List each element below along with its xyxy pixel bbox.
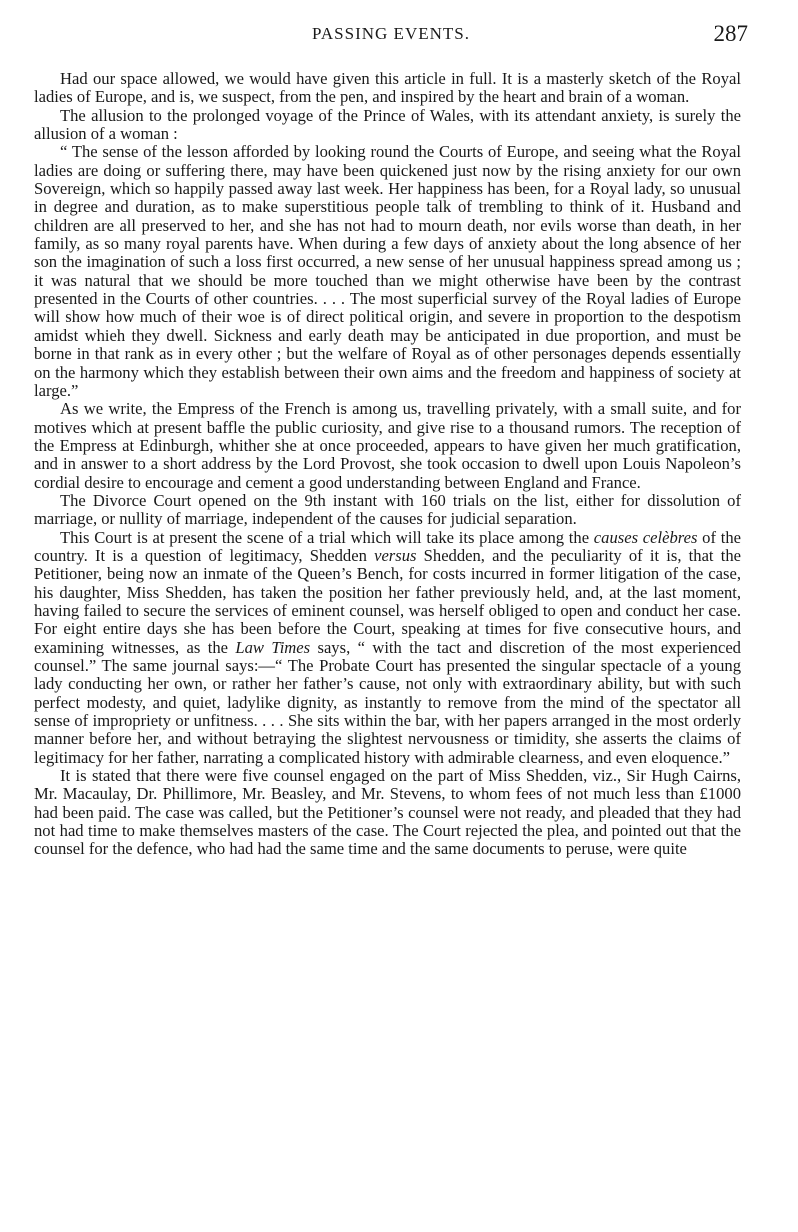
running-head bbox=[34, 21, 748, 54]
paragraph bbox=[34, 767, 741, 859]
article-body bbox=[34, 70, 741, 859]
paragraph bbox=[34, 70, 741, 107]
paragraph-text: “ The sense of the lesson afforded by looking round the Courts of Europe, and seeing what the Royal ladies are doing or suffering there, may have been quickened just now by the rising anxiety for our own Sovereign, which so happily passed away last week. Her happiness has been, for a Royal lady, so unusual in degree and duration, as to make superstitious people talk of trembling to think of it. Husband and children are all preserved to her, and she has not had to mourn death, nor evils worse than death, in her family, as so many royal parents have. When during a few days of anxiety about the long absence of her son the imagination of such a loss first occurred, a new sense of her unusual happiness spread among us ; it was natural that we should be more touched than we might otherwise have been by the contrast presented in the Courts of other countries. . . . The most superficial survey of the Royal ladies of Europe will show how much of their woe is of direct political origin, and severe in proportion to the despotism amidst whieh they dwell. Sickness and early death may be anticipated in due proportion, and must be borne in that rank as in every other ; but the welfare of Royal as of other personages depends essentially on the harmony which they establish between their own aims and the freedom and happiness of society at large.” bbox=[34, 142, 741, 400]
italic-phrase: Law Times bbox=[235, 637, 311, 657]
italic-phrase: versus bbox=[374, 545, 417, 565]
paragraph-text: As we write, the Empress of the French is among us, travelling privately, with a small suite, and for motives which at present baffle the public curiosity, and give rise to a thousand rumors. The reception of the Empress at Edinburgh, whither she at once proceeded, appears to have given her much gratification, and in answer to a short address by the Lord Provost, she took occasion to dwell upon Louis Napoleon’s cordial desire to encourage and cement a good understanding between England and France. bbox=[34, 399, 741, 492]
paragraph-text: says, “ with the tact and discretion of the most experienced counsel.” The same journal says:—“ The Probate Court has presented the singular spectacle of a young lady conducting her own, or rather her father’s cause, not only with extraordinary ability, but with such perfect modesty, and quiet, ladylike dignity, as instantly to remove from the mind of the spectator all sense of impropriety or unfitness. . . . She sits within the bar, with her papers arranged in the most orderly manner before her, and without betraying the slightest nervousness or timidity, she asserts the claims of legitimacy for her father, narrating a complicated history with admirable clearness, and even eloquence.” bbox=[34, 637, 741, 767]
page-number: 287 bbox=[713, 21, 748, 46]
paragraph bbox=[34, 107, 741, 144]
paragraph-text: Had our space allowed, we would have given this article in full. It is a masterly sketch of the Royal ladies of Europe, and is, we suspect, from the pen, and inspired by the heart and brain of a woman. bbox=[34, 69, 741, 107]
italic-phrase: causes celèbres bbox=[593, 527, 698, 547]
running-title: PASSING EVENTS. bbox=[312, 24, 470, 43]
paragraph bbox=[34, 400, 741, 492]
paragraph-text: of the country. It is a question of legitimacy, Shedden bbox=[34, 527, 741, 565]
paragraph bbox=[34, 529, 741, 767]
quoted-paragraph bbox=[34, 143, 741, 400]
paragraph-text: This Court is at present the scene of a trial which will take its place among the bbox=[60, 527, 594, 547]
paragraph-text: It is stated that there were five counsel engaged on the part of Miss Shedden, viz., Sir Hugh Cairns, Mr. Macaulay, Dr. Phillimore, Mr. Beasley, and Mr. Stevens, to whom fees of not much less than £1000 had been paid. The case was called, but the Petitioner’s counsel were not ready, and pleaded that they had not had time to make themselves masters of the case. The Court rejected the plea, and pointed out that the counsel for the defence, who had had the same time and the same documents to peruse, were quite bbox=[34, 766, 741, 859]
paragraph-text: Shedden, and the peculiarity of it is, that the Petitioner, being now an inmate of the Queen’s Bench, for costs incurred in former litigation of the case, his daughter, Miss Shedden, has taken the position her father previously held, and, at the last moment, having failed to secure the services of eminent counsel, was herself obliged to open and conduct her case. For eight entire days she has been before the Court, speaking at times for five consecutive hours, and examining witnesses, as the bbox=[34, 545, 741, 657]
paragraph bbox=[34, 492, 741, 529]
paragraph-text: The Divorce Court opened on the 9th instant with 160 trials on the list, either for dissolution of marriage, or nullity of marriage, independent of the causes for judicial separation. bbox=[34, 490, 741, 529]
paragraph-text: The allusion to the prolonged voyage of the Prince of Wales, with its attendant anxiety, is surely the allusion of a woman : bbox=[34, 105, 741, 144]
